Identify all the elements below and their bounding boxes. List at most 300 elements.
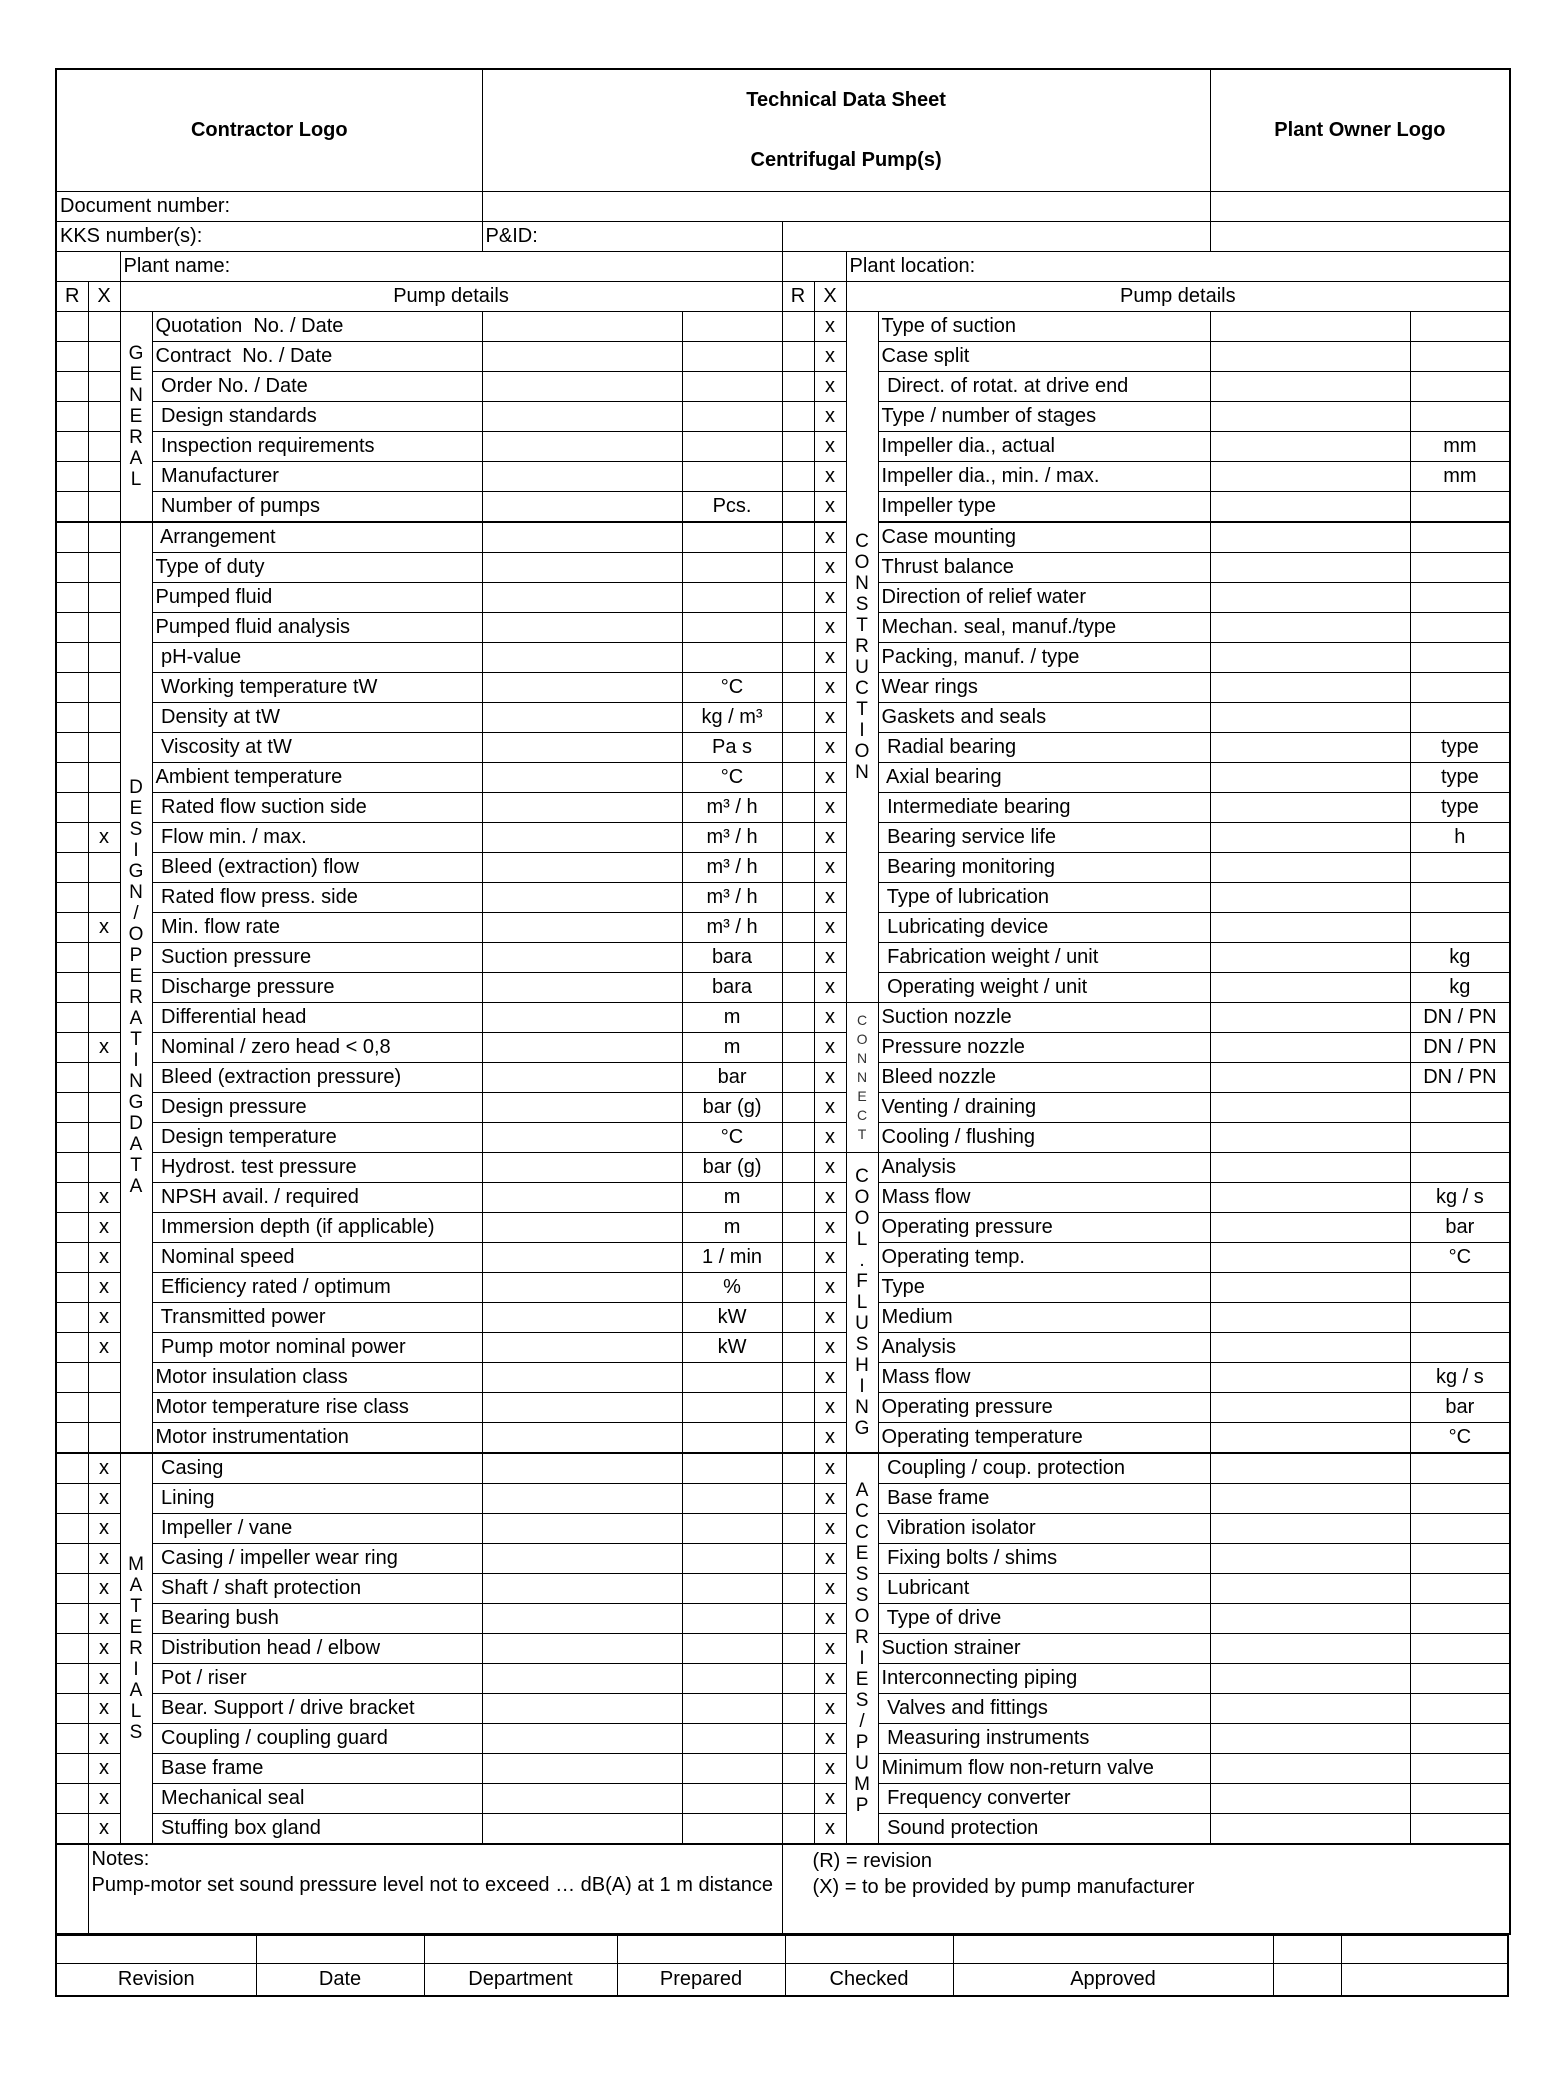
provided-mark-cell[interactable]	[88, 642, 120, 672]
provided-mark-cell[interactable]	[88, 852, 120, 882]
revision-mark-cell[interactable]	[56, 1302, 88, 1332]
revision-mark-cell[interactable]	[56, 1272, 88, 1302]
provided-mark-cell[interactable]: x	[814, 1543, 846, 1573]
provided-mark-cell[interactable]: x	[814, 491, 846, 522]
provided-mark-cell[interactable]: x	[814, 1242, 846, 1272]
revision-mark-cell[interactable]	[782, 1032, 814, 1062]
revision-mark-cell[interactable]	[56, 612, 88, 642]
parameter-value[interactable]	[1210, 1272, 1410, 1302]
extra-entry[interactable]	[1273, 1935, 1341, 1963]
parameter-value[interactable]	[1210, 491, 1410, 522]
checked-entry[interactable]	[785, 1935, 953, 1963]
revision-mark-cell[interactable]	[782, 702, 814, 732]
parameter-value[interactable]	[482, 371, 682, 401]
revision-mark-cell[interactable]	[782, 1813, 814, 1844]
revision-mark-cell[interactable]	[56, 1242, 88, 1272]
parameter-value[interactable]	[482, 1573, 682, 1603]
provided-mark-cell[interactable]	[88, 401, 120, 431]
provided-mark-cell[interactable]: x	[814, 431, 846, 461]
provided-mark-cell[interactable]	[88, 672, 120, 702]
provided-mark-cell[interactable]	[88, 1092, 120, 1122]
parameter-value[interactable]	[1210, 1483, 1410, 1513]
parameter-value[interactable]	[482, 1663, 682, 1693]
revision-mark-cell[interactable]	[56, 702, 88, 732]
provided-mark-cell[interactable]	[88, 972, 120, 1002]
provided-mark-cell[interactable]: x	[88, 1182, 120, 1212]
parameter-value[interactable]	[482, 1513, 682, 1543]
provided-mark-cell[interactable]: x	[88, 1633, 120, 1663]
revision-mark-cell[interactable]	[782, 672, 814, 702]
parameter-value[interactable]	[482, 942, 682, 972]
parameter-value[interactable]	[482, 1483, 682, 1513]
parameter-value[interactable]	[482, 461, 682, 491]
provided-mark-cell[interactable]: x	[814, 1603, 846, 1633]
parameter-value[interactable]	[1210, 1422, 1410, 1453]
parameter-value[interactable]	[482, 311, 682, 341]
revision-mark-cell[interactable]	[782, 401, 814, 431]
parameter-value[interactable]	[1210, 431, 1410, 461]
revision-mark-cell[interactable]	[56, 1032, 88, 1062]
provided-mark-cell[interactable]	[88, 732, 120, 762]
parameter-value[interactable]	[1210, 1182, 1410, 1212]
revision-mark-cell[interactable]	[56, 852, 88, 882]
parameter-value[interactable]	[482, 1032, 682, 1062]
revision-mark-cell[interactable]	[56, 1483, 88, 1513]
parameter-value[interactable]	[1210, 1603, 1410, 1633]
parameter-value[interactable]	[482, 552, 682, 582]
revision-mark-cell[interactable]	[56, 1062, 88, 1092]
department-entry[interactable]	[424, 1935, 617, 1963]
revision-mark-cell[interactable]	[782, 942, 814, 972]
provided-mark-cell[interactable]: x	[88, 1332, 120, 1362]
parameter-value[interactable]	[482, 1543, 682, 1573]
parameter-value[interactable]	[482, 522, 682, 553]
parameter-value[interactable]	[1210, 1663, 1410, 1693]
provided-mark-cell[interactable]: x	[88, 1032, 120, 1062]
provided-mark-cell[interactable]: x	[88, 1543, 120, 1573]
provided-mark-cell[interactable]: x	[88, 1603, 120, 1633]
provided-mark-cell[interactable]: x	[814, 1783, 846, 1813]
provided-mark-cell[interactable]	[88, 1002, 120, 1032]
provided-mark-cell[interactable]: x	[814, 702, 846, 732]
parameter-value[interactable]	[1210, 582, 1410, 612]
parameter-value[interactable]	[1210, 341, 1410, 371]
revision-mark-cell[interactable]	[782, 1723, 814, 1753]
revision-mark-cell[interactable]	[56, 642, 88, 672]
provided-mark-cell[interactable]	[88, 792, 120, 822]
revision-mark-cell[interactable]	[56, 1453, 88, 1484]
provided-mark-cell[interactable]: x	[88, 1212, 120, 1242]
parameter-value[interactable]	[482, 1152, 682, 1182]
provided-mark-cell[interactable]: x	[814, 1513, 846, 1543]
revision-mark-cell[interactable]	[56, 1152, 88, 1182]
parameter-value[interactable]	[1210, 1693, 1410, 1723]
revision-mark-cell[interactable]	[782, 1272, 814, 1302]
revision-mark-cell[interactable]	[782, 1002, 814, 1032]
revision-mark-cell[interactable]	[56, 1723, 88, 1753]
revision-mark-cell[interactable]	[782, 1332, 814, 1362]
pid-field[interactable]	[782, 221, 1210, 251]
provided-mark-cell[interactable]: x	[88, 1663, 120, 1693]
revision-mark-cell[interactable]	[56, 822, 88, 852]
provided-mark-cell[interactable]: x	[88, 1693, 120, 1723]
revision-mark-cell[interactable]	[56, 1122, 88, 1152]
parameter-value[interactable]	[1210, 1002, 1410, 1032]
provided-mark-cell[interactable]: x	[88, 1813, 120, 1844]
parameter-value[interactable]	[482, 882, 682, 912]
revision-mark-cell[interactable]	[56, 942, 88, 972]
parameter-value[interactable]	[1210, 1212, 1410, 1242]
provided-mark-cell[interactable]	[88, 431, 120, 461]
provided-mark-cell[interactable]: x	[814, 1182, 846, 1212]
provided-mark-cell[interactable]: x	[814, 1032, 846, 1062]
parameter-value[interactable]	[482, 1603, 682, 1633]
provided-mark-cell[interactable]: x	[814, 1152, 846, 1182]
revision-mark-cell[interactable]	[782, 371, 814, 401]
parameter-value[interactable]	[482, 912, 682, 942]
parameter-value[interactable]	[482, 1633, 682, 1663]
provided-mark-cell[interactable]	[88, 1062, 120, 1092]
provided-mark-cell[interactable]: x	[814, 1392, 846, 1422]
revision-mark-cell[interactable]	[782, 852, 814, 882]
revision-mark-cell[interactable]	[56, 792, 88, 822]
revision-mark-cell[interactable]	[56, 1422, 88, 1453]
provided-mark-cell[interactable]: x	[814, 1723, 846, 1753]
parameter-value[interactable]	[482, 852, 682, 882]
revision-mark-cell[interactable]	[56, 1603, 88, 1633]
parameter-value[interactable]	[1210, 972, 1410, 1002]
provided-mark-cell[interactable]: x	[814, 1122, 846, 1152]
parameter-value[interactable]	[482, 732, 682, 762]
parameter-value[interactable]	[482, 972, 682, 1002]
revision-mark-cell[interactable]	[782, 1663, 814, 1693]
parameter-value[interactable]	[482, 1062, 682, 1092]
revision-mark-cell[interactable]	[782, 491, 814, 522]
revision-mark-cell[interactable]	[56, 461, 88, 491]
revision-mark-cell[interactable]	[782, 612, 814, 642]
provided-mark-cell[interactable]: x	[88, 1453, 120, 1484]
provided-mark-cell[interactable]	[88, 762, 120, 792]
parameter-value[interactable]	[1210, 1332, 1410, 1362]
parameter-value[interactable]	[1210, 461, 1410, 491]
provided-mark-cell[interactable]: x	[814, 1212, 846, 1242]
revision-mark-cell[interactable]	[56, 341, 88, 371]
provided-mark-cell[interactable]	[88, 612, 120, 642]
revision-mark-cell[interactable]	[56, 401, 88, 431]
parameter-value[interactable]	[1210, 642, 1410, 672]
provided-mark-cell[interactable]: x	[814, 912, 846, 942]
provided-mark-cell[interactable]: x	[814, 1332, 846, 1362]
provided-mark-cell[interactable]: x	[814, 642, 846, 672]
provided-mark-cell[interactable]	[88, 1362, 120, 1392]
parameter-value[interactable]	[1210, 762, 1410, 792]
provided-mark-cell[interactable]: x	[88, 912, 120, 942]
parameter-value[interactable]	[482, 1723, 682, 1753]
revision-mark-cell[interactable]	[782, 762, 814, 792]
provided-mark-cell[interactable]	[88, 1152, 120, 1182]
provided-mark-cell[interactable]	[88, 371, 120, 401]
revision-mark-cell[interactable]	[782, 1573, 814, 1603]
provided-mark-cell[interactable]	[88, 491, 120, 522]
provided-mark-cell[interactable]: x	[88, 1573, 120, 1603]
provided-mark-cell[interactable]: x	[814, 822, 846, 852]
revision-entry[interactable]	[56, 1935, 256, 1963]
parameter-value[interactable]	[1210, 1392, 1410, 1422]
parameter-value[interactable]	[482, 1693, 682, 1723]
parameter-value[interactable]	[1210, 1152, 1410, 1182]
parameter-value[interactable]	[1210, 1543, 1410, 1573]
revision-mark-cell[interactable]	[782, 1513, 814, 1543]
revision-mark-cell[interactable]	[782, 461, 814, 491]
parameter-value[interactable]	[482, 1362, 682, 1392]
parameter-value[interactable]	[482, 341, 682, 371]
parameter-value[interactable]	[1210, 702, 1410, 732]
provided-mark-cell[interactable]: x	[88, 1483, 120, 1513]
revision-mark-cell[interactable]	[56, 972, 88, 1002]
parameter-value[interactable]	[1210, 912, 1410, 942]
revision-mark-cell[interactable]	[56, 1753, 88, 1783]
revision-mark-cell[interactable]	[782, 1302, 814, 1332]
revision-mark-cell[interactable]	[782, 822, 814, 852]
provided-mark-cell[interactable]: x	[814, 1422, 846, 1453]
provided-mark-cell[interactable]: x	[814, 1813, 846, 1844]
revision-mark-cell[interactable]	[782, 1483, 814, 1513]
revision-mark-cell[interactable]	[782, 792, 814, 822]
provided-mark-cell[interactable]: x	[814, 401, 846, 431]
revision-mark-cell[interactable]	[782, 1693, 814, 1723]
parameter-value[interactable]	[1210, 1813, 1410, 1844]
revision-mark-cell[interactable]	[782, 1453, 814, 1484]
revision-mark-cell[interactable]	[782, 582, 814, 612]
parameter-value[interactable]	[482, 582, 682, 612]
provided-mark-cell[interactable]: x	[814, 762, 846, 792]
revision-mark-cell[interactable]	[56, 1573, 88, 1603]
revision-mark-cell[interactable]	[782, 1392, 814, 1422]
provided-mark-cell[interactable]: x	[814, 1272, 846, 1302]
parameter-value[interactable]	[1210, 1362, 1410, 1392]
parameter-value[interactable]	[1210, 1242, 1410, 1272]
parameter-value[interactable]	[482, 1122, 682, 1152]
revision-mark-cell[interactable]	[56, 582, 88, 612]
provided-mark-cell[interactable]: x	[88, 1272, 120, 1302]
parameter-value[interactable]	[482, 702, 682, 732]
parameter-value[interactable]	[1210, 522, 1410, 553]
revision-mark-cell[interactable]	[56, 1633, 88, 1663]
parameter-value[interactable]	[482, 642, 682, 672]
parameter-value[interactable]	[1210, 1633, 1410, 1663]
provided-mark-cell[interactable]: x	[814, 371, 846, 401]
parameter-value[interactable]	[482, 1783, 682, 1813]
provided-mark-cell[interactable]	[88, 311, 120, 341]
provided-mark-cell[interactable]	[88, 341, 120, 371]
revision-mark-cell[interactable]	[782, 912, 814, 942]
date-entry[interactable]	[256, 1935, 424, 1963]
parameter-value[interactable]	[482, 1813, 682, 1844]
parameter-value[interactable]	[1210, 672, 1410, 702]
revision-mark-cell[interactable]	[56, 1332, 88, 1362]
revision-mark-cell[interactable]	[782, 1362, 814, 1392]
provided-mark-cell[interactable]: x	[814, 1453, 846, 1484]
provided-mark-cell[interactable]	[88, 1392, 120, 1422]
parameter-value[interactable]	[1210, 371, 1410, 401]
parameter-value[interactable]	[1210, 1513, 1410, 1543]
revision-mark-cell[interactable]	[56, 491, 88, 522]
revision-mark-cell[interactable]	[56, 552, 88, 582]
provided-mark-cell[interactable]	[88, 942, 120, 972]
revision-mark-cell[interactable]	[56, 672, 88, 702]
revision-mark-cell[interactable]	[56, 1092, 88, 1122]
parameter-value[interactable]	[482, 431, 682, 461]
revision-mark-cell[interactable]	[782, 1242, 814, 1272]
revision-mark-cell[interactable]	[782, 732, 814, 762]
provided-mark-cell[interactable]: x	[814, 672, 846, 702]
provided-mark-cell[interactable]: x	[814, 582, 846, 612]
parameter-value[interactable]	[1210, 822, 1410, 852]
provided-mark-cell[interactable]: x	[814, 461, 846, 491]
revision-mark-cell[interactable]	[782, 311, 814, 341]
document-number-field[interactable]	[482, 191, 1210, 221]
revision-mark-cell[interactable]	[782, 341, 814, 371]
parameter-value[interactable]	[482, 1272, 682, 1302]
revision-mark-cell[interactable]	[782, 642, 814, 672]
parameter-value[interactable]	[482, 1212, 682, 1242]
document-number-extra[interactable]	[1210, 191, 1510, 221]
revision-mark-cell[interactable]	[56, 1182, 88, 1212]
parameter-value[interactable]	[482, 792, 682, 822]
revision-mark-cell[interactable]	[56, 1362, 88, 1392]
provided-mark-cell[interactable]: x	[814, 792, 846, 822]
parameter-value[interactable]	[482, 1453, 682, 1484]
provided-mark-cell[interactable]: x	[88, 1242, 120, 1272]
revision-mark-cell[interactable]	[56, 1813, 88, 1844]
revision-mark-cell[interactable]	[56, 1002, 88, 1032]
parameter-value[interactable]	[482, 401, 682, 431]
provided-mark-cell[interactable]: x	[814, 1663, 846, 1693]
extra-entry[interactable]	[1341, 1935, 1508, 1963]
revision-mark-cell[interactable]	[782, 1092, 814, 1122]
revision-mark-cell[interactable]	[782, 1062, 814, 1092]
provided-mark-cell[interactable]	[88, 702, 120, 732]
provided-mark-cell[interactable]: x	[814, 552, 846, 582]
provided-mark-cell[interactable]: x	[814, 1633, 846, 1663]
parameter-value[interactable]	[482, 1392, 682, 1422]
provided-mark-cell[interactable]: x	[814, 1092, 846, 1122]
provided-mark-cell[interactable]: x	[814, 1753, 846, 1783]
provided-mark-cell[interactable]	[88, 582, 120, 612]
revision-mark-cell[interactable]	[56, 762, 88, 792]
provided-mark-cell[interactable]: x	[814, 341, 846, 371]
provided-mark-cell[interactable]	[88, 1422, 120, 1453]
provided-mark-cell[interactable]: x	[814, 522, 846, 553]
revision-mark-cell[interactable]	[782, 1422, 814, 1453]
revision-mark-cell[interactable]	[782, 552, 814, 582]
revision-mark-cell[interactable]	[56, 1783, 88, 1813]
provided-mark-cell[interactable]: x	[814, 1362, 846, 1392]
provided-mark-cell[interactable]: x	[814, 732, 846, 762]
parameter-value[interactable]	[482, 1092, 682, 1122]
revision-mark-cell[interactable]	[782, 1152, 814, 1182]
parameter-value[interactable]	[1210, 1723, 1410, 1753]
parameter-value[interactable]	[1210, 1302, 1410, 1332]
approved-entry[interactable]	[953, 1935, 1273, 1963]
parameter-value[interactable]	[482, 822, 682, 852]
parameter-value[interactable]	[482, 672, 682, 702]
parameter-value[interactable]	[482, 1332, 682, 1362]
parameter-value[interactable]	[1210, 311, 1410, 341]
provided-mark-cell[interactable]: x	[814, 1483, 846, 1513]
provided-mark-cell[interactable]: x	[814, 972, 846, 1002]
revision-mark-cell[interactable]	[56, 522, 88, 553]
provided-mark-cell[interactable]	[88, 1122, 120, 1152]
parameter-value[interactable]	[482, 762, 682, 792]
parameter-value[interactable]	[482, 1753, 682, 1783]
revision-mark-cell[interactable]	[782, 972, 814, 1002]
parameter-value[interactable]	[482, 1182, 682, 1212]
provided-mark-cell[interactable]: x	[814, 1062, 846, 1092]
parameter-value[interactable]	[1210, 1783, 1410, 1813]
provided-mark-cell[interactable]: x	[88, 1302, 120, 1332]
provided-mark-cell[interactable]: x	[814, 1002, 846, 1032]
parameter-value[interactable]	[482, 491, 682, 522]
provided-mark-cell[interactable]: x	[814, 612, 846, 642]
provided-mark-cell[interactable]: x	[88, 822, 120, 852]
parameter-value[interactable]	[1210, 1032, 1410, 1062]
provided-mark-cell[interactable]: x	[88, 1783, 120, 1813]
provided-mark-cell[interactable]: x	[814, 1302, 846, 1332]
parameter-value[interactable]	[1210, 612, 1410, 642]
revision-mark-cell[interactable]	[782, 1633, 814, 1663]
revision-mark-cell[interactable]	[56, 1513, 88, 1543]
provided-mark-cell[interactable]: x	[88, 1723, 120, 1753]
revision-mark-cell[interactable]	[782, 882, 814, 912]
revision-mark-cell[interactable]	[782, 1753, 814, 1783]
provided-mark-cell[interactable]	[88, 522, 120, 553]
revision-mark-cell[interactable]	[56, 732, 88, 762]
parameter-value[interactable]	[1210, 942, 1410, 972]
provided-mark-cell[interactable]: x	[88, 1513, 120, 1543]
revision-mark-cell[interactable]	[56, 1693, 88, 1723]
parameter-value[interactable]	[482, 612, 682, 642]
provided-mark-cell[interactable]	[88, 552, 120, 582]
revision-mark-cell[interactable]	[56, 371, 88, 401]
parameter-value[interactable]	[1210, 401, 1410, 431]
revision-mark-cell[interactable]	[782, 1603, 814, 1633]
revision-mark-cell[interactable]	[56, 311, 88, 341]
parameter-value[interactable]	[482, 1422, 682, 1453]
revision-mark-cell[interactable]	[782, 1122, 814, 1152]
revision-mark-cell[interactable]	[782, 522, 814, 553]
parameter-value[interactable]	[1210, 1753, 1410, 1783]
revision-mark-cell[interactable]	[782, 1783, 814, 1813]
provided-mark-cell[interactable]	[88, 882, 120, 912]
revision-mark-cell[interactable]	[56, 1212, 88, 1242]
parameter-value[interactable]	[482, 1242, 682, 1272]
parameter-value[interactable]	[482, 1002, 682, 1032]
provided-mark-cell[interactable]: x	[88, 1753, 120, 1783]
revision-mark-cell[interactable]	[56, 1663, 88, 1693]
provided-mark-cell[interactable]: x	[814, 1693, 846, 1723]
provided-mark-cell[interactable]: x	[814, 852, 846, 882]
revision-mark-cell[interactable]	[782, 431, 814, 461]
provided-mark-cell[interactable]: x	[814, 1573, 846, 1603]
provided-mark-cell[interactable]	[88, 461, 120, 491]
parameter-value[interactable]	[1210, 1122, 1410, 1152]
revision-mark-cell[interactable]	[782, 1212, 814, 1242]
parameter-value[interactable]	[1210, 1453, 1410, 1484]
parameter-value[interactable]	[1210, 732, 1410, 762]
parameter-value[interactable]	[482, 1302, 682, 1332]
revision-mark-cell[interactable]	[56, 882, 88, 912]
